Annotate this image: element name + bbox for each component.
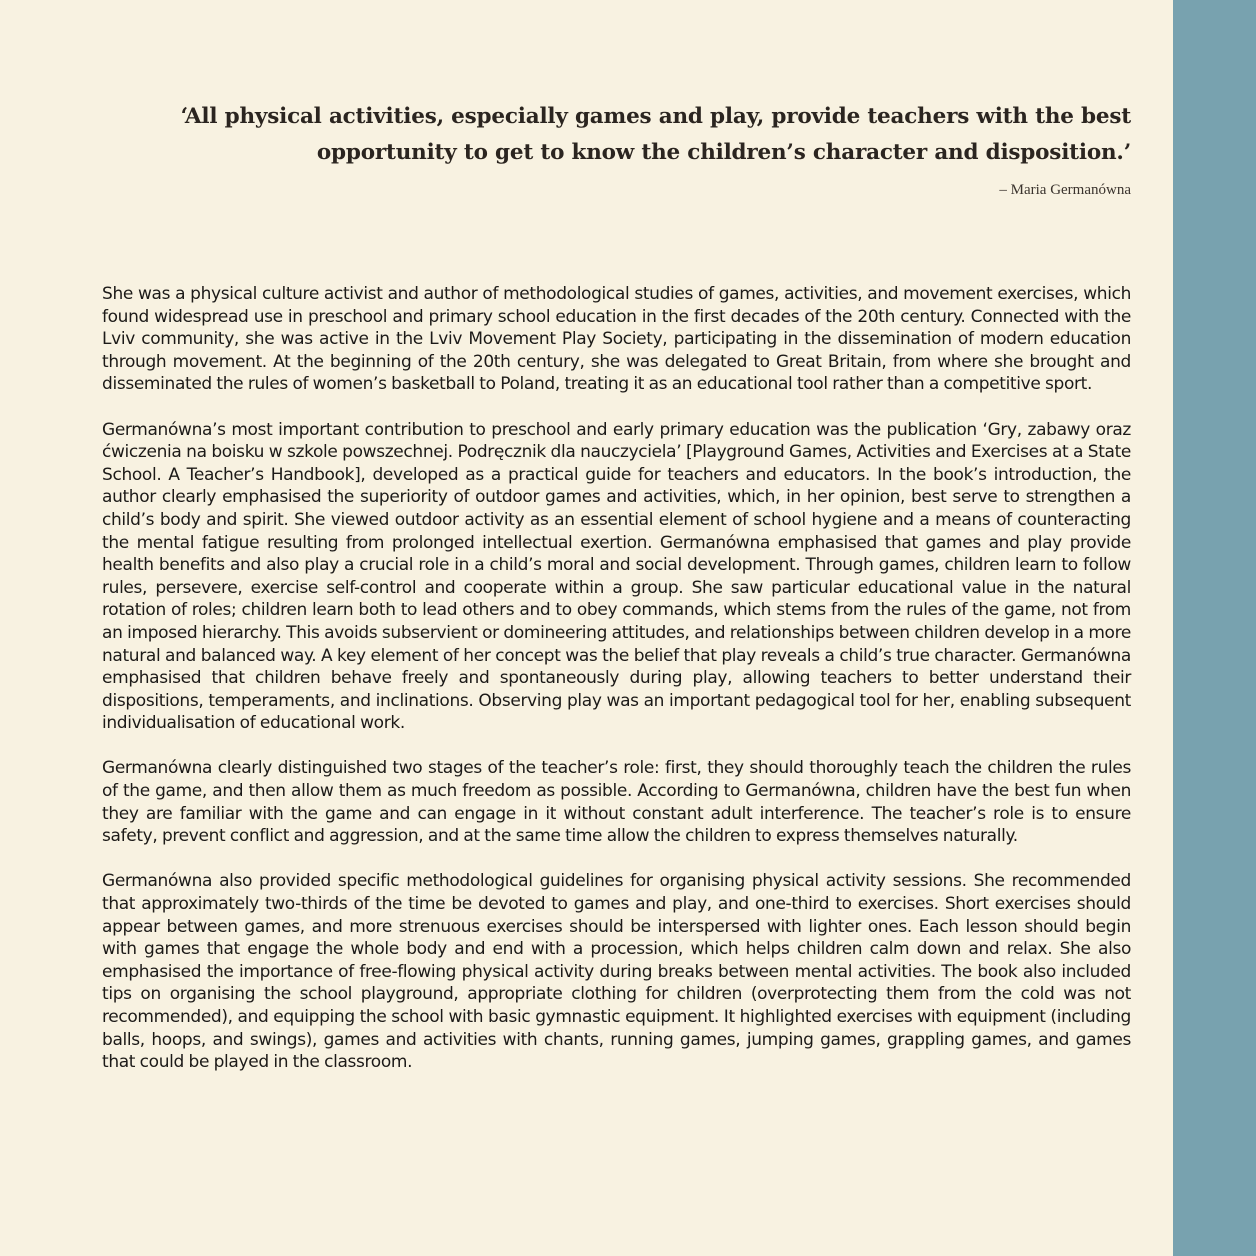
pull-quote: ‘All physical activities, especially games and play, provide teachers with the best opportunity to get to know the children’s character and disposition.’: [180, 104, 1131, 165]
article-body: [102, 283, 1131, 1096]
side-color-band: [1173, 0, 1256, 1256]
paragraph-2: Germanówna’s most important contribution to preschool and early primary education was the publication ‘Gry, zabawy oraz ćwiczenia na boisku w szkole powszechnej. Podręcznik dla nauczyciela’ [Playground Games, Activities and Exercises at a State School. A Teacher’s Handbook], developed as a practical guide for teachers and educators. In the book’s introduction, the author clearly emphasised the superiority of outdoor games and activities, which, in her opinion, best serve to strengthen a child’s body and spirit. She viewed outdoor activity as an essential element of school hygiene and a means of counteracting the mental fatigue resulting from prolonged intellectual exertion. Germanówna emphasised that games and play provide health benefits and also play a crucial role in a child’s moral and social development. Through games, children learn to follow rules, persevere, exercise self-control and cooperate within a group. She saw particular educational value in the natural rotation of roles; children learn both to lead others and to obey commands, which stems from the rules of the game, not from an imposed hierarchy. This avoids subservient or domineering attitudes, and relationships between children develop in a more natural and balanced way. A key element of her concept was the belief that play reveals a child’s true character. Germanówna emphasised that children behave freely and spontaneously during play, allowing teachers to better understand their dispositions, temperaments, and inclinations. Observing play was an important pedagogical tool for her, enabling subsequent individualisation of educational work.: [102, 419, 1131, 734]
paragraph-1: She was a physical culture activist and author of methodological studies of games, activities, and movement exercises, which found widespread use in preschool and primary school education in the first decades of the 20th century. Connected with the Lviv community, she was active in the Lviv Movement Play Society, participating in the dissemination of modern education through movement. At the beginning of the 20th century, she was delegated to Great Britain, from where she brought and disseminated the rules of women’s basketball to Poland, treating it as an educational tool rather than a competitive sport.: [102, 284, 1131, 395]
paragraph-4: Germanówna also provided specific methodological guidelines for organising physical activity sessions. She recommended that approximately two-thirds of the time be devoted to games and play, and one-third to exercises. Short exercises should appear between games, and more strenuous exercises should be interspersed with lighter ones. Each lesson should begin with games that engage the whole body and end with a procession, which helps children calm down and relax. She also emphasised the importance of free-flowing physical activity during breaks between mental activities. The book also included tips on organising the school playground, appropriate clothing for children (overprotecting them from the cold was not recommended), and equipping the school with basic gymnastic equipment. It highlighted exercises with equipment (including balls, hoops, and swings), games and activities with chants, running games, jumping games, grappling games, and games that could be played in the classroom.: [102, 871, 1131, 1073]
paragraph-3: Germanówna clearly distinguished two stages of the teacher’s role: first, they should thoroughly teach the children the rules of the game, and then allow them as much freedom as possible. According to Germanówna, children have the best fun when they are familiar with the game and can engage in it without constant adult interference. The teacher’s role is to ensure safety, prevent conflict and aggression, and at the same time allow the children to express themselves naturally.: [102, 758, 1131, 847]
quote-attribution: – Maria Germanówna: [999, 182, 1131, 198]
